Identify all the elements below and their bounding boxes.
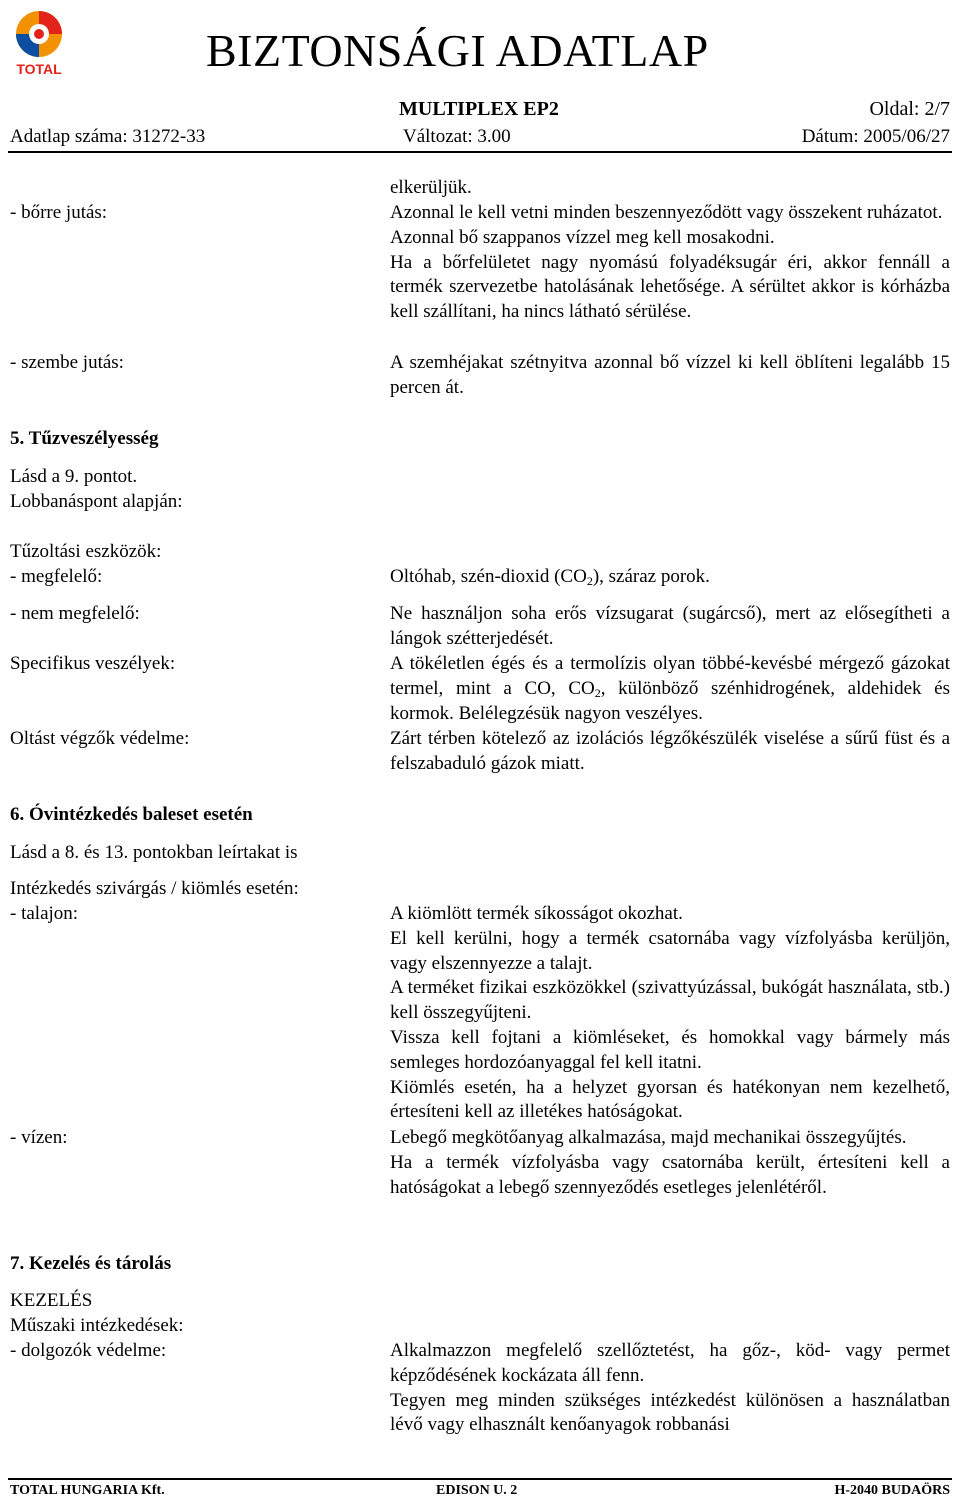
section-7-heading: 7. Kezelés és tárolás: [10, 1253, 172, 1274]
flash-point-label: Lobbanáspont alapján:: [10, 491, 183, 512]
header-rule: [8, 151, 952, 153]
technical-measures-label: Műszaki intézkedések:: [10, 1315, 184, 1336]
worker-protection-text: Alkalmazzon megfelelő szellőztetést, ha gőz-, köd- vagy permet képződésének kockázata áll fenn. Tegyen meg minden szükséges intézkedést különösen a használatban lévő vagy elhasznált kenőanyagok robbanási: [390, 1340, 950, 1436]
handling-label: KEZELÉS: [10, 1290, 93, 1311]
extinguishing-media-label: Tűzoltási eszközök:: [10, 541, 162, 562]
water-text: Lebegő megkötőanyag alkalmazása, majd mechanikai összegyűjtés. Ha a termék vízfolyásba vagy csatornába került, értesíteni kell a hatóságokat a lebegő szennyeződés esetleges jelenlétéről.: [390, 1127, 950, 1198]
soil-label: - talajon:: [10, 903, 79, 924]
suitable-label: - megfelelő:: [10, 566, 103, 587]
soil-text: A kiömlött termék síkosságot okozhat. El kell kerülni, hogy a termék csatornába vagy vízfolyásba kerüljön, vagy elszennyezze a talajt. A terméket fizikai eszközökkel (szivattyúzással, bukógát használata, stb.) kell összegyűjteni. Vissza kell fojtani a kiömléseket, és homokkal vagy bármely más semleges hordozóanyaggal fel kell itatni. Kiömlés esetén, ha a helyzet gyorsan és hatékonyan nem kezelhető, értesíteni kell az illetékes hatóságokat.: [390, 903, 950, 1123]
specific-hazards-label: Specifikus veszélyek:: [10, 653, 176, 674]
section-6-heading: 6. Óvintézkedés baleset esetén: [10, 804, 253, 825]
logo-wordmark: TOTAL: [16, 61, 62, 77]
document-title: BIZTONSÁGI ADATLAP: [206, 25, 709, 76]
total-logo: [8, 4, 70, 78]
unsuitable-label: - nem megfelelő:: [10, 603, 140, 624]
footer-rule: [8, 1478, 952, 1480]
water-label: - vízen:: [10, 1127, 68, 1148]
worker-protection-label: - dolgozók védelme:: [10, 1340, 167, 1361]
page-number: Oldal: 2/7: [869, 98, 950, 120]
first-aid-continued: elkerüljük.: [390, 177, 472, 198]
specific-hazards-text: A tökéletlen égés és a termolízis olyan többé-kevésbé mérgező gázokat termel, mint a CO, $CO_2$, különböző szénhidrogének, aldehidek és kormok. Belélegzésük nagyon veszélyes.: [390, 653, 950, 724]
date: Dátum: 2005/06/27: [801, 126, 950, 147]
suitable-text: Oltóhab, szén-dioxid $(CO_2)$, száraz porok.: [390, 566, 710, 588]
skin-contact-text: Azonnal le kell vetni minden beszennyeződött vagy összekent ruházatot. Azonnal bő szappanos vízzel meg kell mosakodni. Ha a bőrfelületet nagy nyomású folyadéksugár éri, akkor fennáll a termék szervezetbe hatolásának lehetősége. A sérültet akkor is kórházba kell szállítani, ha nincs látható sérülése.: [390, 202, 950, 323]
section-5-see: Lásd a 9. pontot.: [10, 466, 138, 487]
firefighter-protection-label: Oltást végzők védelme:: [10, 728, 190, 749]
footer-street: EDISON U. 2: [436, 1483, 518, 1498]
footer-company: TOTAL HUNGARIA Kft.: [10, 1483, 165, 1498]
section-5-heading: 5. Tűzveszélyesség: [10, 428, 159, 449]
spill-measures-label: Intézkedés szivárgás / kiömlés esetén:: [10, 878, 299, 899]
product-name: MULTIPLEX EP2: [399, 98, 559, 120]
version: Változat: 3.00: [403, 126, 511, 147]
eye-contact-label: - szembe jutás:: [10, 352, 124, 373]
firefighter-protection-text: Zárt térben kötelező az izolációs légzőkészülék viselése a sűrű füst és a felszabaduló gázok miatt.: [390, 728, 950, 774]
eye-contact-text: A szemhéjakat szétnyitva azonnal bő vízzel ki kell öblíteni legalább 15 percen át.: [390, 352, 950, 398]
footer-city: H-2040 BUDAÖRS: [834, 1483, 950, 1498]
skin-contact-label: - bőrre jutás:: [10, 202, 108, 223]
unsuitable-text: Ne használjon soha erős vízsugarat (sugárcső), mert az elősegítheti a lángok szétterjedését.: [390, 603, 950, 649]
sheet-number: Adatlap száma: 31272-33: [10, 126, 206, 147]
section-6-see: Lásd a 8. és 13. pontokban leírtakat is: [10, 842, 298, 863]
